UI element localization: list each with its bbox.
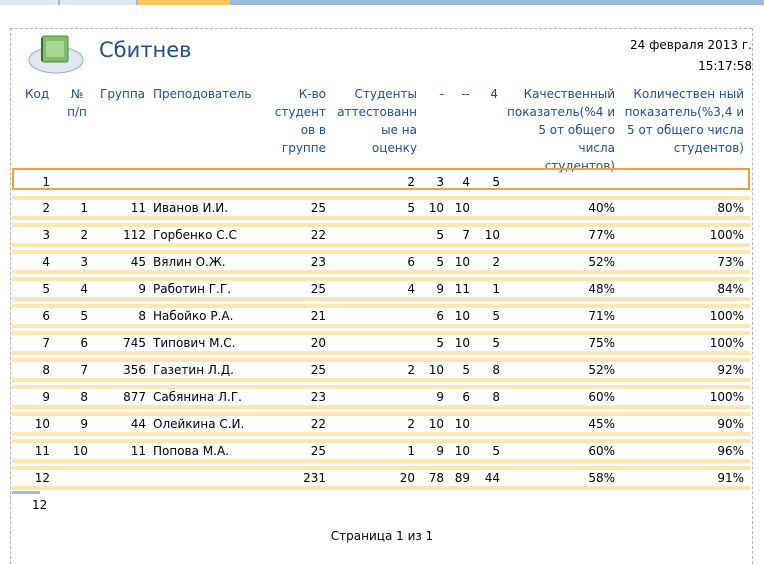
table-row[interactable] bbox=[0, 223, 764, 247]
header-kod: Код bbox=[25, 87, 50, 101]
cell-col2: 10 bbox=[454, 417, 470, 431]
cell-group: 45 bbox=[130, 255, 146, 269]
cell-num: 4 bbox=[80, 282, 88, 296]
cell-teacher: Работин Г.Г. bbox=[153, 282, 232, 296]
cell-quantity: 100% bbox=[709, 309, 744, 323]
cell-teacher: Сабянина Л.Г. bbox=[153, 390, 242, 404]
cell-num: 2 bbox=[80, 228, 88, 242]
cell-col3: 8 bbox=[492, 390, 500, 404]
header-quality: Качественный показатель(%4 и 5 от общего числа студентов) bbox=[507, 87, 615, 173]
cell-students: 1 bbox=[407, 444, 415, 458]
cell-count: 25 bbox=[310, 444, 326, 458]
header-quantity: Количествен ный показатель(%3,4 и 5 от общего числа студентов) bbox=[624, 87, 744, 155]
header-num: № п/п bbox=[67, 87, 87, 119]
cell-count: 231 bbox=[303, 471, 326, 485]
cell-kod: 8 bbox=[42, 363, 50, 377]
cell-count: 23 bbox=[310, 390, 326, 404]
cell-col1: 10 bbox=[428, 363, 444, 377]
cell-group: 877 bbox=[123, 390, 146, 404]
page-footer: Страница 1 из 1 bbox=[330, 529, 434, 543]
cell-col3: 5 bbox=[492, 336, 500, 350]
cell-students bbox=[335, 385, 415, 409]
cell-students: 6 bbox=[407, 255, 415, 269]
cell-col1: 78 bbox=[428, 471, 444, 485]
cell-quality: 77% bbox=[588, 228, 615, 242]
cell-teacher: Горбенко С.С bbox=[153, 228, 237, 242]
cell-col1: 6 bbox=[436, 309, 444, 323]
cell-teacher: Набойко Р.А. bbox=[153, 309, 234, 323]
table-row[interactable] bbox=[0, 412, 764, 436]
header-col-dash: - bbox=[439, 87, 444, 101]
cell-quantity: 96% bbox=[717, 444, 744, 458]
cell-count: 21 bbox=[310, 309, 326, 323]
cell-teacher: Вялин О.Ж. bbox=[153, 255, 226, 269]
cell-quality: 58% bbox=[588, 471, 615, 485]
report-time: 15:17:58 bbox=[698, 59, 752, 73]
cell-num: 3 bbox=[80, 255, 88, 269]
cell-count: 22 bbox=[310, 228, 326, 242]
cell-num bbox=[62, 466, 88, 490]
cell-col3: 2 bbox=[492, 255, 500, 269]
cell-quantity: 100% bbox=[709, 390, 744, 404]
cell-col2: 10 bbox=[454, 336, 470, 350]
table-row[interactable] bbox=[0, 250, 764, 274]
cell-group: 356 bbox=[123, 363, 146, 377]
cell-group: 9 bbox=[138, 282, 146, 296]
cell-teacher: Газетин Л.Д. bbox=[153, 363, 234, 377]
cell-students bbox=[335, 331, 415, 355]
cell-teacher bbox=[153, 466, 263, 490]
cell-kod: 9 bbox=[42, 390, 50, 404]
cell-kod: 2 bbox=[42, 201, 50, 215]
cell-quantity: 80% bbox=[717, 201, 744, 215]
cell-group: 11 bbox=[130, 444, 146, 458]
cell-count: 23 bbox=[310, 255, 326, 269]
cell-col1: 9 bbox=[436, 282, 444, 296]
cell-quality: 48% bbox=[588, 282, 615, 296]
cell-quantity bbox=[624, 170, 744, 194]
table-row[interactable] bbox=[0, 358, 764, 382]
cell-quality bbox=[505, 170, 615, 194]
cell-col1: 9 bbox=[436, 444, 444, 458]
cell-col2: 4 bbox=[462, 175, 470, 189]
cell-quality: 52% bbox=[588, 363, 615, 377]
cell-quality: 75% bbox=[588, 336, 615, 350]
window-top-strip bbox=[0, 0, 764, 5]
cell-col1: 5 bbox=[436, 336, 444, 350]
bottom-code: 12 bbox=[32, 498, 48, 512]
cell-quality: 52% bbox=[588, 255, 615, 269]
cell-num: 5 bbox=[80, 309, 88, 323]
cell-count: 22 bbox=[310, 417, 326, 431]
cell-kod: 1 bbox=[42, 175, 50, 189]
cell-teacher bbox=[153, 170, 263, 194]
cell-students: 2 bbox=[407, 175, 415, 189]
table-row[interactable] bbox=[0, 466, 764, 490]
cell-col1: 10 bbox=[428, 417, 444, 431]
cell-quantity: 90% bbox=[717, 417, 744, 431]
cell-num bbox=[62, 170, 88, 194]
table-row[interactable] bbox=[0, 331, 764, 355]
cell-quantity: 73% bbox=[717, 255, 744, 269]
header-col-double-dash: -- bbox=[461, 87, 470, 101]
cell-kod: 11 bbox=[34, 444, 50, 458]
cell-col1: 9 bbox=[436, 390, 444, 404]
cell-teacher: Типович М.С. bbox=[153, 336, 236, 350]
cell-col2: 10 bbox=[454, 255, 470, 269]
cell-col3: 1 bbox=[492, 282, 500, 296]
cell-num: 8 bbox=[80, 390, 88, 404]
cell-col3: 10 bbox=[484, 228, 500, 242]
cell-quality: 60% bbox=[588, 390, 615, 404]
cell-quantity: 84% bbox=[717, 282, 744, 296]
cell-quantity: 100% bbox=[709, 228, 744, 242]
header-teacher: Преподователь bbox=[153, 87, 252, 101]
cell-quality: 71% bbox=[588, 309, 615, 323]
cell-count: 25 bbox=[310, 282, 326, 296]
table-row[interactable] bbox=[0, 304, 764, 328]
header-students: Студенты аттестованн ые на оценку bbox=[337, 87, 417, 155]
cell-count: 20 bbox=[310, 336, 326, 350]
cell-group bbox=[96, 466, 146, 490]
group-footer-marker bbox=[12, 491, 40, 494]
cell-students bbox=[335, 223, 415, 247]
cell-col3 bbox=[474, 412, 500, 436]
header-count: К-во студент ов в группе bbox=[274, 87, 326, 155]
cell-count bbox=[272, 170, 326, 194]
header-group: Группа bbox=[100, 87, 146, 101]
cell-group: 8 bbox=[138, 309, 146, 323]
cell-kod: 10 bbox=[34, 417, 50, 431]
cell-col1: 10 bbox=[428, 201, 444, 215]
cell-students: 2 bbox=[407, 363, 415, 377]
cell-quantity: 92% bbox=[717, 363, 744, 377]
cell-students bbox=[335, 304, 415, 328]
cell-col3: 5 bbox=[492, 444, 500, 458]
cell-kod: 3 bbox=[42, 228, 50, 242]
cell-kod: 7 bbox=[42, 336, 50, 350]
cell-num: 9 bbox=[80, 417, 88, 431]
cell-quality: 60% bbox=[588, 444, 615, 458]
cell-col2: 10 bbox=[454, 444, 470, 458]
cell-students: 5 bbox=[407, 201, 415, 215]
cell-num: 1 bbox=[80, 201, 88, 215]
cell-col3 bbox=[474, 196, 500, 220]
cell-kod: 6 bbox=[42, 309, 50, 323]
cell-group bbox=[96, 170, 146, 194]
cell-num: 6 bbox=[80, 336, 88, 350]
cell-col2: 6 bbox=[462, 390, 470, 404]
cell-teacher: Иванов И.И. bbox=[153, 201, 229, 215]
cell-count: 25 bbox=[310, 201, 326, 215]
cell-kod: 12 bbox=[34, 471, 50, 485]
report-title: Сбитнев bbox=[99, 38, 192, 62]
cell-count: 25 bbox=[310, 363, 326, 377]
page-border-top bbox=[10, 28, 752, 29]
cell-group: 11 bbox=[130, 201, 146, 215]
cell-num: 10 bbox=[72, 444, 88, 458]
cell-col2: 5 bbox=[462, 363, 470, 377]
cell-col2: 11 bbox=[454, 282, 470, 296]
cell-quantity: 91% bbox=[717, 471, 744, 485]
cell-kod: 4 bbox=[42, 255, 50, 269]
cell-col1: 3 bbox=[436, 175, 444, 189]
report-date: 24 февраля 2013 г. bbox=[630, 38, 752, 52]
cell-col1: 5 bbox=[436, 255, 444, 269]
cell-col2: 10 bbox=[454, 201, 470, 215]
tab-active[interactable] bbox=[138, 0, 230, 5]
tab-left[interactable] bbox=[0, 0, 58, 5]
cell-col1: 5 bbox=[436, 228, 444, 242]
table-row[interactable] bbox=[0, 277, 764, 301]
header-col-4: 4 bbox=[490, 87, 498, 101]
cell-students: 2 bbox=[407, 417, 415, 431]
cell-quality: 45% bbox=[588, 417, 615, 431]
cell-col3: 8 bbox=[492, 363, 500, 377]
table-row-highlighted[interactable] bbox=[0, 170, 764, 194]
cell-teacher: Попова М.А. bbox=[153, 444, 229, 458]
cell-col3: 5 bbox=[492, 175, 500, 189]
table-row[interactable] bbox=[0, 196, 764, 220]
cell-kod: 5 bbox=[42, 282, 50, 296]
cell-num: 7 bbox=[80, 363, 88, 377]
tab-middle[interactable] bbox=[60, 0, 136, 5]
cell-group: 112 bbox=[123, 228, 146, 242]
cell-group: 44 bbox=[130, 417, 146, 431]
cell-col2: 7 bbox=[462, 228, 470, 242]
cell-quality: 40% bbox=[588, 201, 615, 215]
cell-col3: 44 bbox=[484, 471, 500, 485]
cell-group: 745 bbox=[123, 336, 146, 350]
cell-col2: 89 bbox=[454, 471, 470, 485]
cell-quantity: 100% bbox=[709, 336, 744, 350]
report-icon bbox=[28, 32, 88, 76]
table-row[interactable] bbox=[0, 385, 764, 409]
cell-teacher: Олейкина С.И. bbox=[153, 417, 245, 431]
table-row[interactable] bbox=[0, 439, 764, 463]
cell-students: 20 bbox=[399, 471, 415, 485]
cell-students: 4 bbox=[407, 282, 415, 296]
cell-col3: 5 bbox=[492, 309, 500, 323]
cell-col2: 10 bbox=[454, 309, 470, 323]
